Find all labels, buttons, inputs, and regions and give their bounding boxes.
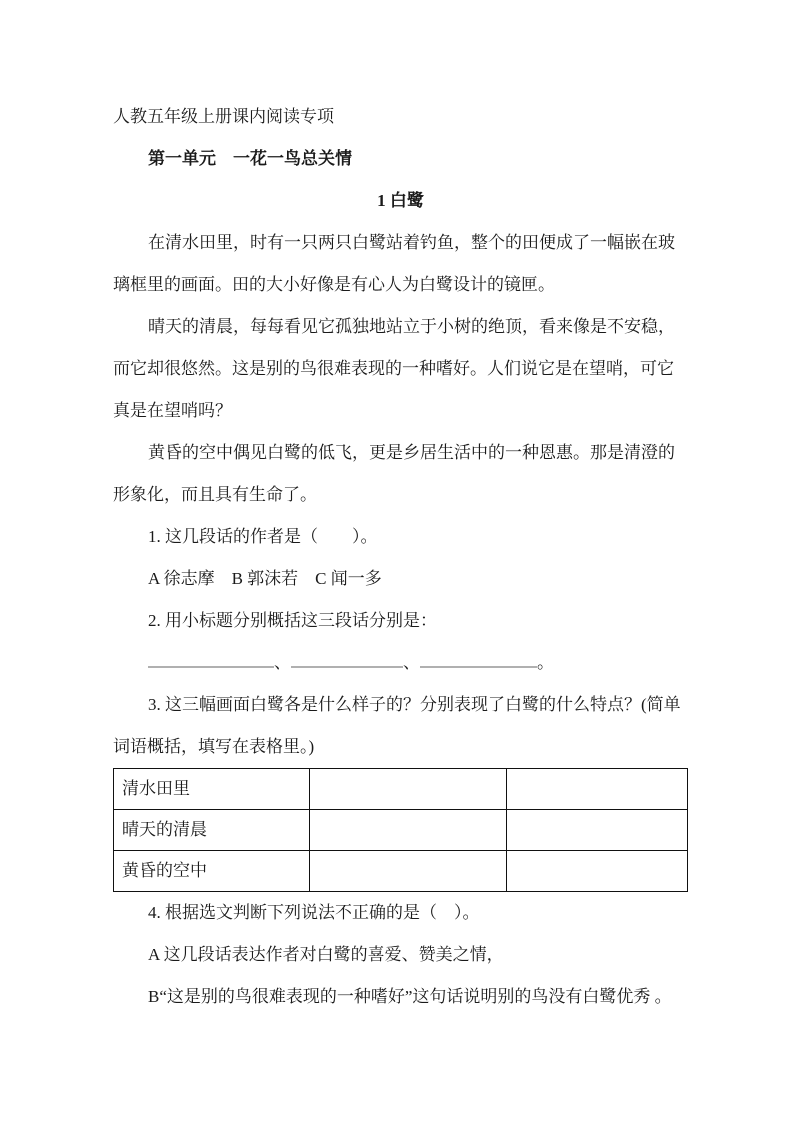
answer-blank-3 <box>420 653 537 668</box>
scene-cell: 清水田里 <box>114 769 310 810</box>
answer-cell <box>506 769 687 810</box>
blank-terminator: 。 <box>537 653 554 672</box>
answer-table <box>113 768 688 892</box>
question-4-option-b: B“这是别的鸟很难表现的一种嗜好”这句话说明别的鸟没有白鹭优秀 。 <box>148 987 672 1006</box>
lesson-heading: 1 白鹭 <box>377 191 424 210</box>
answer-cell <box>506 810 687 851</box>
scene-cell: 晴天的清晨 <box>114 810 310 851</box>
answer-cell <box>506 851 687 892</box>
question-4-option-a: A 这几段话表达作者对白鹭的喜爱、赞美之情， <box>148 945 504 964</box>
question-3-prompt: 3. 这三幅画面白鹭各是什么样子的？分别表现了白鹭的什么特点？(简单词语概括，填写在表格里。) <box>113 695 681 756</box>
answer-cell <box>310 769 507 810</box>
passage-paragraph-1: 在清水田里，时有一只两只白鹭站着钓鱼，整个的田便成了一幅嵌在玻璃框里的画面。田的大小好像是有心人为白鹭设计的镜匣。 <box>113 233 675 294</box>
scene-cell: 黄昏的空中 <box>114 851 310 892</box>
table-row-3 <box>114 851 688 892</box>
answer-cell <box>310 851 507 892</box>
blank-separator-1: 、 <box>274 653 291 672</box>
unit-heading: 第一单元 一花一鸟总关情 <box>148 149 352 168</box>
question-1-options: A 徐志摩 B 郭沫若 C 闻一多 <box>148 569 382 588</box>
table-row-1 <box>114 769 688 810</box>
blank-separator-2: 、 <box>403 653 420 672</box>
passage-paragraph-3: 黄昏的空中偶见白鹭的低飞，更是乡居生活中的一种恩惠。那是清澄的形象化，而且具有生命了。 <box>113 443 675 504</box>
question-1-prompt: 1. 这几段话的作者是（ ）。 <box>148 527 378 546</box>
question-2-prompt: 2. 用小标题分别概括这三段话分别是： <box>148 611 437 630</box>
course-title: 人教五年级上册课内阅读专项 <box>113 107 334 126</box>
question-2-answer-blanks <box>113 642 688 684</box>
answer-blank-1 <box>148 653 274 668</box>
passage-paragraph-2: 晴天的清晨，每每看见它孤独地站立于小树的绝顶，看来像是不安稳，而它却很悠然。这是别的鸟很难表现的一种嗜好。人们说它是在望哨，可它真是在望哨吗？ <box>113 317 675 420</box>
answer-blank-2 <box>291 653 403 668</box>
table-row-2 <box>114 810 688 851</box>
question-4-prompt: 4. 根据选文判断下列说法不正确的是（ ）。 <box>148 903 480 922</box>
answer-cell <box>310 810 507 851</box>
